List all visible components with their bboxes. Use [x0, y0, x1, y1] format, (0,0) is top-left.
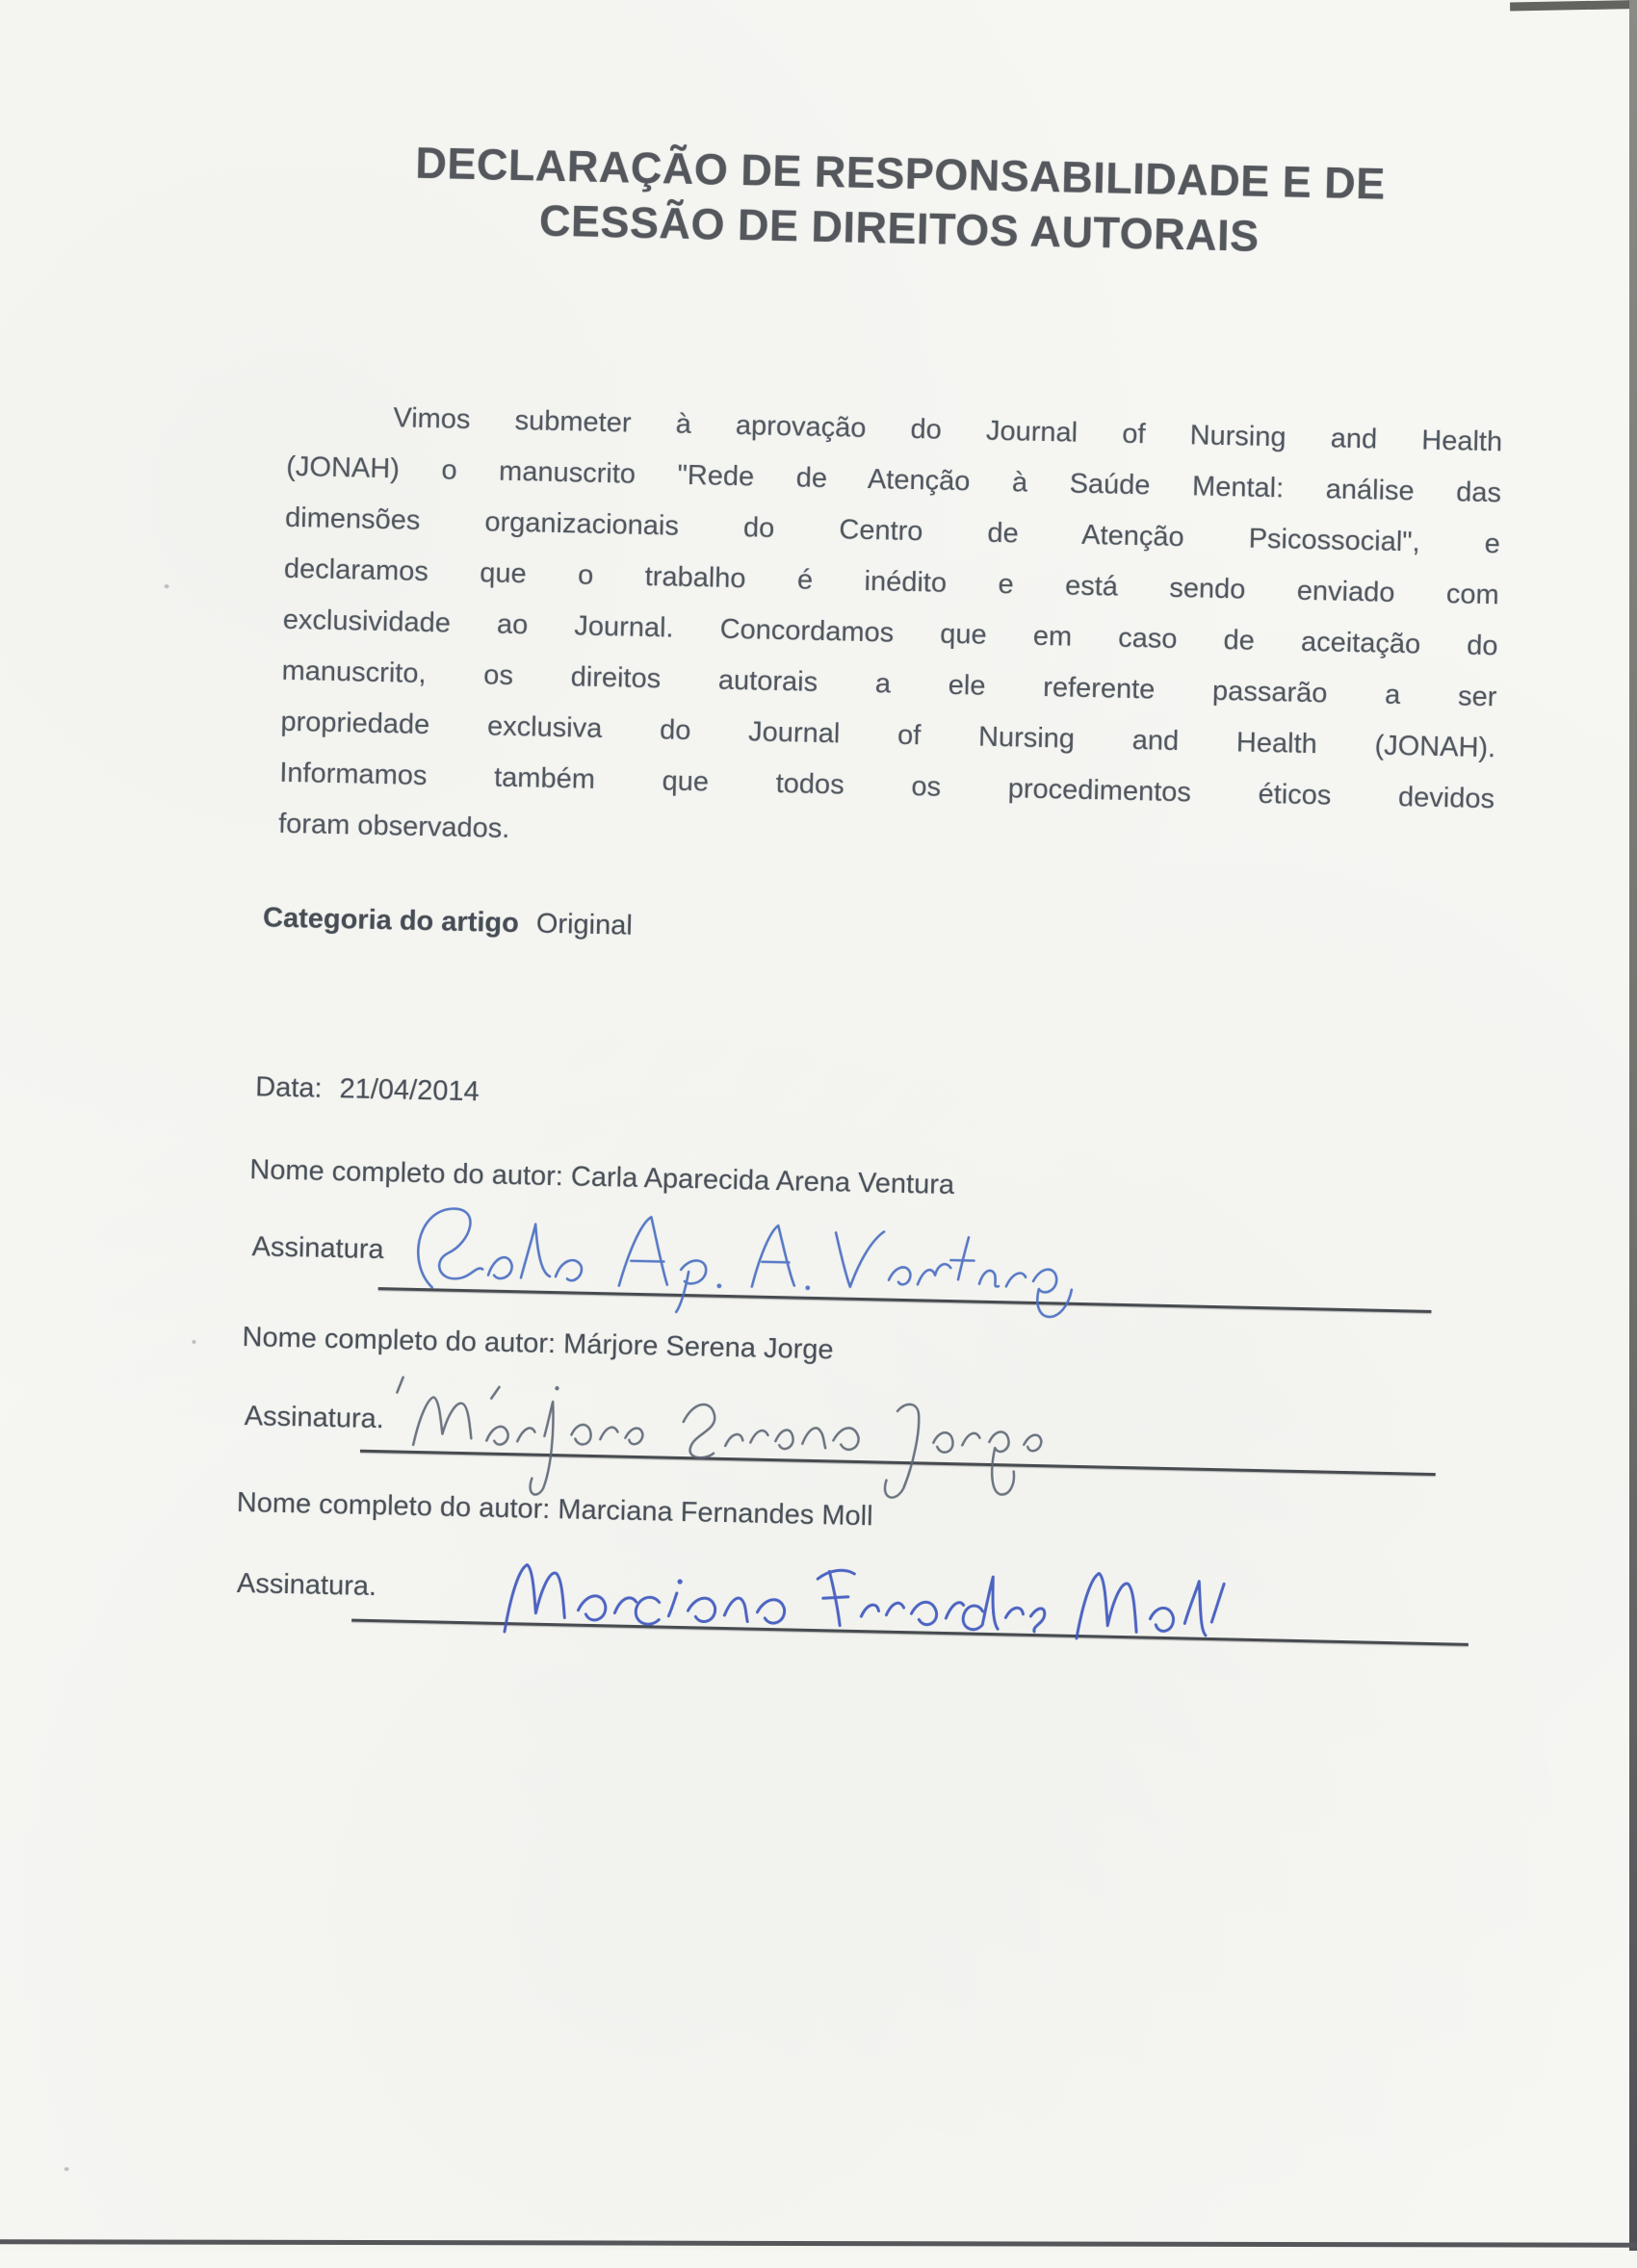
signature-strokes — [395, 1378, 1042, 1506]
signature-strokes — [417, 1208, 1073, 1321]
signature-handwriting — [492, 1535, 1227, 1677]
category-row — [263, 902, 633, 941]
paragraph-line: foram observados. — [277, 808, 510, 844]
scan-edge-right — [1629, 0, 1637, 2251]
author-name: Marciana Fernandes Moll — [558, 1494, 873, 1533]
paragraph-line: manuscrito, os direitos autorais a ele referente passarão a ser — [281, 655, 1497, 713]
category-label: Categoria do artigo — [262, 902, 520, 940]
title-line-1: DECLARAÇÃO DE RESPONSABILIDADE E DE — [414, 138, 1387, 209]
signature-strokes — [505, 1560, 1224, 1647]
scan-speck — [192, 1340, 195, 1344]
paragraph-line: dimensões organizacionais do Centro de Atenção Psicossocial", e — [284, 502, 1501, 560]
date-row — [255, 1071, 480, 1108]
title-line-2: CESSÃO DE DIREITOS AUTORAIS — [538, 195, 1260, 261]
author-name-label: Nome completo do autor: — [242, 1322, 557, 1360]
author-name-label: Nome completo do autor: — [236, 1486, 551, 1526]
date-value: 21/04/2014 — [339, 1073, 481, 1108]
scan-speck — [165, 584, 169, 588]
date-label: Data: — [254, 1071, 323, 1104]
document-title — [17, 127, 1637, 272]
author-name-label: Nome completo do autor: — [248, 1154, 564, 1193]
paragraph-line: propriedade exclusiva do Journal of Nursing and Health (JONAH). — [280, 706, 1496, 764]
author-name-row — [249, 1154, 954, 1201]
signature-label: Assinatura. — [244, 1401, 385, 1435]
paragraph-line: exclusividade ao Journal. Concordamos que em caso de aceitação do — [282, 604, 1498, 662]
paragraph-line: Informamos também que todos os procedimentos éticos devidos — [279, 757, 1495, 815]
scan-speck — [65, 2167, 69, 2171]
author-name: Márjore Serena Jorge — [562, 1328, 834, 1366]
scan-edge-top — [1510, 0, 1637, 12]
signature-handwriting — [399, 1193, 1094, 1324]
signature-label: Assinatura — [251, 1231, 384, 1266]
author-name: Carla Aparecida Arena Ventura — [570, 1161, 955, 1201]
paragraph-line: (JONAH) o manuscrito "Rede de Atenção à Saúde Mental: análise das — [285, 451, 1502, 509]
author-name-row — [242, 1322, 834, 1366]
paragraph-line: Vimos submeter à aprovação do Journal of Nursing and Health — [393, 402, 1503, 458]
paragraph-line: declaramos que o trabalho é inédito e está sendo enviado com — [283, 553, 1500, 611]
category-value: Original — [535, 908, 634, 941]
declaration-paragraph — [278, 391, 1503, 876]
signature-label: Assinatura. — [236, 1567, 377, 1603]
